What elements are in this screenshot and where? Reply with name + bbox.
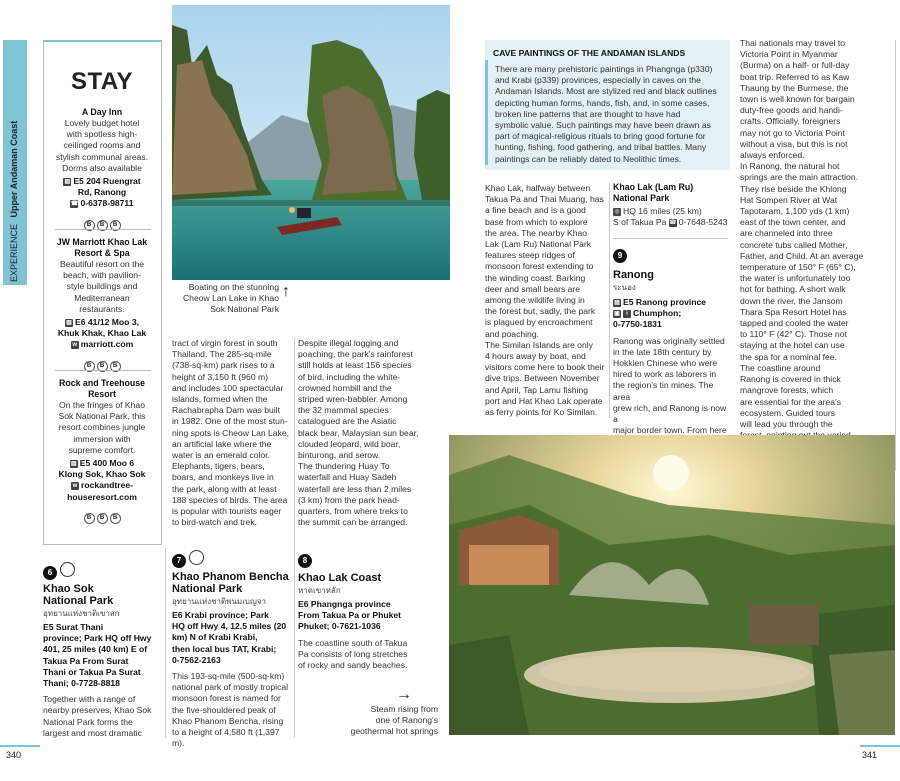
khao-lak-text: Khao Lak, halfway between Takua Pa and Thai Muang, has a fine beach and is a good base from which to explore the area. The nearby Khao Lak (Lam Ru) National Park features steep ridges of monsoon forest extending to the winding coast. Barking deer and small bears are among the wildlife living in the forest but, sadly, the park is plagued by encroachment and poaching. The Similan Islands are only 4 hours away by boat, and visitors come here to book their dive trips. Between November and April, Tap Lamu fishing port and Hat Khao Lak operate as ferry points for Ko Similan. [485, 183, 605, 418]
map-icon: ▤ [70, 460, 77, 467]
caption-top: Boating on the stunning Cheow Lan Lake in Khao Sok National Park [182, 282, 279, 315]
box-title: CAVE PAINTINGS OF THE ANDAMAN ISLANDS [493, 48, 686, 58]
stay-name: A Day Inn [81, 107, 123, 117]
khao-sok-wildlife-text: Despite illegal logging and poaching, the park's rainforest still holds at least 156 species of bird, including the white- crowned hornbill and the striped wren-babbler. Among the 32 mammal species catalogued are the Asiatic black bear, Malaysian sun bear, clouded leopard, wild boar, binturong, and serow. The thundering Huay To waterfall and Huay Sadeh waterfall are less than 2 miles (3 km) from the park head- quarters, from where treks to the summit can be arranged. [298, 338, 419, 528]
web-icon: w [72, 342, 78, 349]
map-icon: ▤ [66, 319, 72, 326]
stay-divider [55, 229, 151, 230]
phanom-title: Khao Phanom Bencha [172, 571, 289, 583]
khao-sok-number: 6 [43, 566, 57, 580]
pin-icon: ◎ [614, 208, 620, 215]
khao-lak-coast-number: 8 [298, 554, 312, 568]
page-number-right: 341 [862, 750, 878, 760]
arrow-up-icon: ↑ [282, 283, 290, 300]
page-number-rule-right [860, 745, 900, 747]
site-ranong: 9 Ranong ระนอง ▤ E5 Ranong province ▣ i Chumphon; 0-7750-1831 Ranong was originally settled in the late 18th century by Hokkien Chinese who were hired to work as laborers in the region's tin mines. The area grew rich, and Ranong is now a major border town. From here [613, 245, 731, 436]
experience-label: EXPERIENCE [9, 223, 19, 282]
column-rule-d [294, 548, 295, 738]
klnp-info: Khao Lak (Lam Ru) National Park ◎ HQ 16 miles (25 km) S of Takua Pa ☎ 0-7648-5243 [613, 182, 728, 228]
map-icon: ▤ [64, 178, 71, 185]
stay-divider [55, 370, 151, 371]
stay-desc: Lovely budget hotel with spotless high- ceilinged rooms and stylish communal areas. Dorms also available [55, 118, 149, 173]
ranong-continued-text: Thai nationals may travel to Victoria Point in Myanmar (Burma) on a half- or full-day boat trip. Referred to as Kaw Thaung by the Burmese, the town is well known for bargain duty-free goods and handi- crafts. Officially, foreigners may not go to Victoria Point without a visa, but this is not always enforced. In Ranong, the natural hot springs are the main attraction. They rise beside the Khlong Hat Sompen River at Wat Tapotaram, 1,100 yds (1 km) east of the town center, and are channeled into three concrete tubs called Mother, Father, and Child. At an average temperature of 150° F (65° C), the water is unfortunately too hot for bathing. A short walk down the river, the Jansom Thara Spa Resort Hotel has tapped and cooled the water to 110° F (42° C). Those not staying at the hotel can use the spa for a nominal fee. The coastline around Ranong is covered in thick mangrove forests, which are essential for the area's ecosystem. Guided tours will lead you through the [740, 38, 864, 429]
khao-sok-text-continued: tract of virgin forest in south Thailand. The 285-sq-mile (738-sq-km) park rises to a height of 3,150 ft (960 m) and includes 100 spectacular islands, formed when the Rachabrapha Dam was built in 1982. One of the most stun- ning spots is Cheow Lan Lake, an artificial lake where the water is an emerald color. Elephants, tigers, bears, boars, and monkeys live in the park, along with at least 188 species of birds. The area is popular with tourists eager to bird-watch and trek. [172, 338, 290, 528]
khao-lak-coast-title: Khao Lak Coast [298, 572, 382, 584]
column-rule-c [165, 548, 166, 738]
phone-icon: ☎ [669, 219, 677, 226]
unesco-icon [189, 550, 204, 565]
column-rule-b [609, 183, 610, 418]
side-tab-text [4, 42, 24, 282]
box-body: There are many prehistoric paintings in Phangnga (p330) and Krabi (p339) provinces, especially in caves on the Andaman Islands. Most are stylized red and black outlines depicting human forms, hands, fish, and, in some cases, broken line patterns that are thought to have had symbolic value. Such paintings may have been drawn as part of magical-religious rituals to bring good fortune for hunting, fishing, food gathering, and tribal battles. Many paintings can be reliably dated to Neolithic times. [495, 64, 717, 164]
phanom-thai: อุทยานแห่งชาติพนมเบญจา [172, 597, 267, 606]
unesco-icon [60, 562, 75, 577]
stay-entry: JW Marriott Khao Lak Resort & Spa Beautiful resort on the beach, with pavilion- style buildings and Mediterranean restaurants. ▤ E6 41/12 Moo 3, Khuk Khak, Khao Lak w marriott.com B B B [46, 237, 158, 372]
site-khao-phanom-bencha: 7 Khao Phanom Bencha National Park อุทยานแห่งชาติพนมเบญจา E6 Krabi province; Park HQ off Hwy 4, 12.5 miles (20 km) N of Krabi Krabi, then local bus TAT, Krabi; 0-7562-2163 This 193-sq-mile (500-sq-km) national park of mostly tropical monsoon forest is named for the five-shouldered peak of Khao Phanom Bencha, rising to a height of 4,580 ft (1,397 m). [172, 550, 290, 749]
column-rule-a [294, 338, 295, 548]
photo-cheow-lan-lake [172, 5, 450, 280]
khao-sok-thai: อุทยานแห่งชาติเขาสก [43, 609, 120, 618]
price-rating: B B B [46, 506, 158, 524]
price-rating: B B B [46, 354, 158, 372]
web-icon: w [72, 483, 78, 490]
ranong-title: Ranong [613, 269, 654, 281]
stay-desc: Beautiful resort on the beach, with pavilion- style buildings and Mediterranean restaurants. [59, 259, 145, 314]
photo-ranong-hot-springs [449, 435, 895, 735]
page-number-left: 340 [6, 750, 22, 760]
stay-name: JW Marriott Khao Lak Resort & Spa [56, 237, 148, 258]
info-icon: i [623, 310, 631, 318]
stay-entry: A Day Inn Lovely budget hotel with spotless high- ceilinged rooms and stylish communal areas. Dorms also available ▤ E5 204 Ruengrat Rd, Ranong ☎ 0-6378-98711 B B B [46, 107, 158, 231]
phone-icon: ☎ [70, 201, 79, 208]
ranong-number: 9 [613, 249, 627, 263]
caption-bottom: Steam rising from one of Ranong's geothermal hot springs [350, 704, 438, 737]
khao-lak-coast-thai: หาดเขาหลัก [298, 586, 341, 595]
klnp-divider [613, 238, 728, 239]
map-icon: ▤ [614, 299, 620, 306]
stay-heading: STAY [70, 68, 134, 95]
box-accent-bar [485, 60, 488, 165]
ranong-thai: ระนอง [613, 283, 636, 292]
price-rating: B B B [46, 213, 158, 231]
stay-name: Rock and Treehouse Resort [58, 378, 146, 399]
stay-entry: Rock and Treehouse Resort On the fringes of Khao Sok National Park, this resort combines jungle immersion with supreme comfort. ▤ E5 400 Moo 6 Klong Sok, Khao Sok w rockandtree- houseresort.com B B B [46, 378, 158, 524]
khao-sok-title: Khao Sok [43, 583, 94, 595]
stay-desc: On the fringes of Khao Sok National Park, this resort combines jungle immersion with supreme comfort. [58, 400, 146, 455]
site-khao-lak-coast: 8 Khao Lak Coast หาดเขาหลัก E6 Phangnga province From Takua Pa or Phuket Phuket; 0-7621-1036 The coastline south of Takua Pa consists of long stretches of rocky and sandy beaches. [298, 550, 428, 671]
bus-icon: ▣ [614, 310, 620, 317]
region-label: Upper Andaman Coast [9, 120, 19, 218]
page-number-rule-left [0, 745, 40, 747]
arrow-right-icon: → [396, 686, 412, 703]
phanom-number: 7 [172, 554, 186, 568]
site-khao-sok: 6 Khao Sok National Park อุทยานแห่งชาติเขาสก E5 Surat Thani province; Park HQ off Hwy 401, 25 miles (40 km) E of Takua Pa From Surat Thani or Takua Pa Surat Thani; 0-7728-8818 Together with a range of nearby preserves, Khao Sok National Park forms the largest and most dramatic [43, 562, 161, 739]
